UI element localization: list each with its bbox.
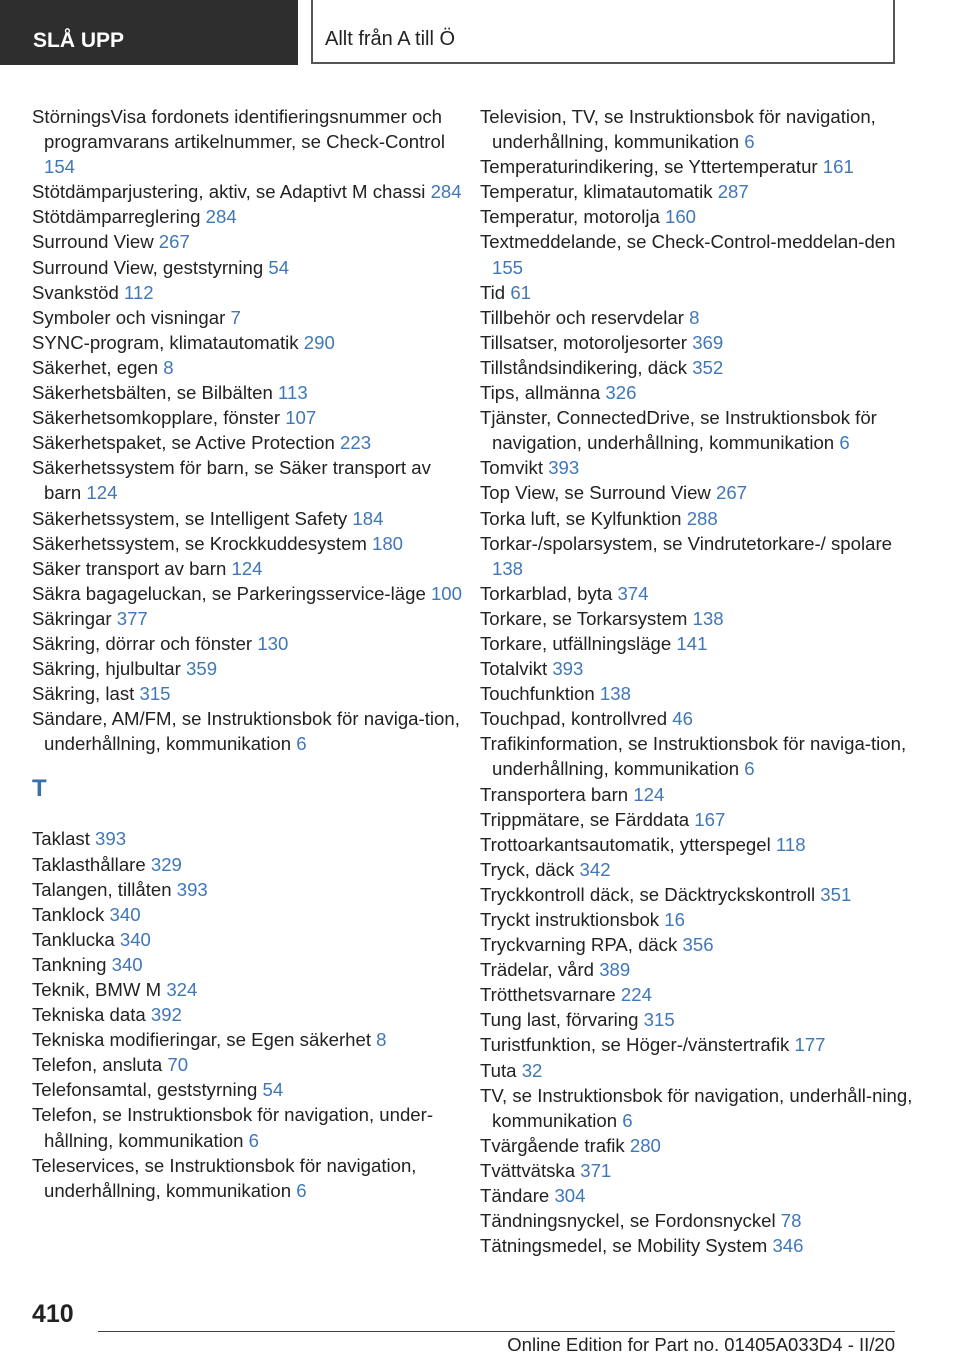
page-link[interactable]: 340 [119, 928, 151, 950]
index-entry [32, 506, 472, 531]
index-entry [32, 656, 472, 681]
index-entry-text: Tillbehör och reservdelar [480, 306, 684, 328]
index-entry-text: Säkerhet, egen [32, 356, 159, 378]
index-entry-text: Surround View [32, 231, 154, 253]
page-link[interactable]: 54 [268, 256, 290, 278]
index-entry-text: Totalvikt [480, 658, 548, 680]
page-link[interactable]: 6 [296, 1179, 307, 1201]
index-entry-text: Television, TV, se Instruktionsbok för navigation, underhållning, kommunikation [480, 106, 876, 153]
page-link[interactable]: 304 [554, 1185, 586, 1207]
section-tab-label: SLÅ UPP [33, 29, 125, 52]
page-link[interactable]: 393 [548, 457, 580, 479]
page-link[interactable]: 107 [285, 407, 317, 429]
index-entry [480, 480, 920, 505]
index-entry-text: Sändare, AM/FM, se Instruktionsbok för naviga-tion, underhållning, kommunikation [32, 708, 460, 755]
index-entry-text: TV, se Instruktionsbok för navigation, underhåll-ning, kommunikation [480, 1084, 913, 1131]
index-entry [480, 832, 920, 857]
index-entry [480, 857, 920, 882]
index-entry-text: Säkring, hjulbultar [32, 658, 181, 680]
index-entry [480, 606, 920, 631]
index-entry [32, 581, 472, 606]
index-entry [32, 877, 472, 902]
index-entry-text: Tryckkontroll däck, se Däcktryckskontroll [480, 883, 816, 905]
index-entry [32, 852, 472, 877]
index-entry-text: Telefon, se Instruktionsbok för navigation, under-hållning, kommunikation [32, 1104, 434, 1151]
page-link[interactable]: 70 [167, 1054, 189, 1076]
index-entry [480, 179, 920, 204]
page-link[interactable]: 369 [692, 331, 724, 353]
index-entry-text: Säkerhetssystem för barn, se Säker transport av barn [32, 457, 431, 504]
index-entry [32, 1052, 472, 1077]
index-entry [32, 927, 472, 952]
page-link[interactable]: 167 [694, 808, 726, 830]
index-entry-text: Tomvikt [480, 457, 544, 479]
page-link[interactable]: 138 [692, 607, 724, 629]
index-entry [480, 1183, 920, 1208]
index-entry-text: Tändningsnyckel, se Fordonsnyckel [480, 1210, 776, 1232]
index-entry-text: Torkare, se Torkarsystem [480, 607, 688, 629]
index-entry-text: Trädelar, vård [480, 959, 595, 981]
index-list-t [32, 826, 472, 1202]
index-entry-text: Tekniska modifieringar, se Egen säkerhet [32, 1029, 371, 1051]
page-link[interactable]: 154 [44, 156, 76, 178]
page-link[interactable]: 267 [158, 231, 190, 253]
page-link[interactable]: 284 [205, 206, 237, 228]
index-entry-text: Transportera barn [480, 783, 629, 805]
page-link[interactable]: 389 [599, 959, 631, 981]
index-entry [480, 229, 920, 279]
page-link[interactable]: 141 [676, 632, 708, 654]
index-entry-text: Tryck, däck [480, 858, 575, 880]
index-entry [32, 826, 472, 851]
index-entry-text: Turistfunktion, se Höger-/vänstertrafik [480, 1034, 790, 1056]
index-entry-text: Temperatur, klimatautomatik [480, 181, 713, 203]
page-link[interactable]: 160 [665, 206, 697, 228]
index-entry [32, 902, 472, 927]
index-entry-text: Textmeddelande, se Check-Control-meddelan-den [480, 231, 896, 253]
page-link[interactable]: 392 [150, 1004, 182, 1026]
footer-edition: Online Edition for Part no. 01405A033D4 - II/20 [507, 1334, 895, 1355]
page-link[interactable]: 161 [822, 156, 854, 178]
page-link[interactable]: 356 [682, 934, 714, 956]
index-entry [32, 606, 472, 631]
page-link[interactable]: 184 [352, 507, 384, 529]
index-entry-text: Tid [480, 281, 506, 303]
index-entry [32, 179, 472, 204]
index-list-t-continued [480, 104, 920, 1258]
index-entry [480, 932, 920, 957]
index-entry-text: Svankstöd [32, 281, 119, 303]
index-entry-text: Torkar-/spolarsystem, se Vindrutetorkare-/ spolare [480, 532, 892, 554]
page-link[interactable]: 287 [717, 181, 749, 203]
page-link[interactable]: 130 [257, 632, 289, 654]
index-entry-text: Teknik, BMW M [32, 979, 162, 1000]
index-entry [32, 280, 472, 305]
index-entry-text: Taklasthållare [32, 853, 146, 875]
page-link[interactable]: 342 [579, 858, 611, 880]
index-entry-text: Trötthetsvarnare [480, 984, 616, 1006]
index-entry [32, 305, 472, 330]
index-entry-text: Tvärgående trafik [480, 1134, 625, 1156]
page-link[interactable]: 6 [744, 758, 755, 780]
index-entry [480, 1208, 920, 1233]
page-link[interactable]: 315 [643, 1009, 675, 1031]
page-link[interactable]: 138 [492, 557, 524, 579]
page-link[interactable]: 138 [599, 683, 631, 705]
index-entry-text: Temperatur, motorolja [480, 206, 660, 228]
footer-divider [98, 1331, 895, 1332]
index-entry-text: Tillståndsindikering, däck [480, 356, 688, 378]
page-link[interactable]: 6 [839, 432, 850, 454]
index-entry [480, 731, 920, 781]
index-entry [480, 581, 920, 606]
index-entry-text: Symboler och visningar [32, 306, 226, 328]
index-entry [480, 1133, 920, 1158]
index-entry [480, 1233, 920, 1258]
index-entry [480, 506, 920, 531]
index-entry [480, 882, 920, 907]
index-entry [32, 355, 472, 380]
index-entry [480, 1058, 920, 1083]
index-entry [32, 104, 472, 179]
page-link[interactable]: 124 [633, 783, 665, 805]
index-entry [480, 1032, 920, 1057]
page-link[interactable]: 100 [430, 582, 462, 604]
page-link[interactable]: 7 [230, 306, 241, 328]
index-entry-text: Touchfunktion [480, 683, 595, 705]
index-entry [32, 977, 472, 1002]
page-link[interactable]: 113 [278, 382, 308, 404]
page-link[interactable]: 340 [109, 903, 141, 925]
page-link[interactable]: 124 [231, 557, 263, 579]
index-entry-text: Tuta [480, 1059, 517, 1081]
page-link[interactable]: 315 [139, 683, 171, 705]
index-entry-text: Top View, se Surround View [480, 482, 711, 504]
page-link[interactable]: 352 [692, 356, 724, 378]
page-link[interactable]: 280 [629, 1134, 661, 1156]
page-link[interactable]: 6 [296, 733, 307, 755]
page-link[interactable]: 78 [780, 1210, 802, 1232]
index-entry-text: Tung last, förvaring [480, 1009, 639, 1031]
page-link[interactable]: 180 [372, 532, 404, 554]
index-entry [480, 104, 920, 154]
index-entry [32, 405, 472, 430]
index-entry [32, 1027, 472, 1052]
page-link[interactable]: 340 [111, 953, 143, 975]
chapter-title: Allt från A till Ö [325, 28, 456, 50]
index-entry [480, 907, 920, 932]
page-link[interactable]: 177 [794, 1034, 826, 1056]
index-entry [480, 405, 920, 455]
index-column-right [480, 104, 920, 1258]
index-entry [32, 1077, 472, 1102]
page-link[interactable]: 155 [492, 256, 524, 278]
page-link[interactable]: 223 [340, 432, 372, 454]
index-entry [480, 1007, 920, 1032]
index-entry [480, 807, 920, 832]
index-entry-text: Säkerhetsomkopplare, fönster [32, 407, 281, 429]
index-entry [32, 455, 472, 505]
page-link[interactable]: 359 [186, 658, 218, 680]
index-entry [480, 782, 920, 807]
index-entry [32, 531, 472, 556]
index-entry [480, 1158, 920, 1183]
page-link[interactable]: 112 [124, 281, 154, 303]
index-entry-text: Telefon, ansluta [32, 1054, 163, 1076]
index-entry [32, 229, 472, 254]
index-entry-text: StörningsVisa fordonets identifieringsnummer och programvarans artikelnummer, se Check-Control [32, 106, 445, 153]
index-entry-text: Temperaturindikering, se Yttertemperatur [480, 156, 818, 178]
index-entry-text: Taklast [32, 828, 90, 850]
page-link[interactable]: 351 [820, 883, 852, 905]
index-entry-text: Säkerhetspaket, se Active Protection [32, 432, 335, 454]
index-entry [480, 656, 920, 681]
index-entry-text: Tryckvarning RPA, däck [480, 934, 678, 956]
page-link[interactable]: 284 [430, 181, 462, 203]
page-link[interactable]: 393 [176, 878, 208, 900]
index-entry-text: Säkra bagageluckan, se Parkeringsservice-läge [32, 582, 426, 604]
index-entry-text: Trafikinformation, se Instruktionsbok för naviga-tion, underhållning, kommunikation [480, 733, 907, 780]
index-entry [480, 330, 920, 355]
page-link[interactable]: 118 [775, 833, 806, 855]
index-entry-text: Säkerhetssystem, se Krockkuddesystem [32, 532, 367, 554]
page-link[interactable]: 393 [95, 828, 127, 850]
page-link[interactable]: 6 [622, 1109, 633, 1131]
index-entry [32, 1002, 472, 1027]
index-entry-text: Trippmätare, se Färddata [480, 808, 690, 830]
index-entry [480, 355, 920, 380]
page-link[interactable]: 224 [620, 984, 652, 1006]
index-entry [480, 982, 920, 1007]
index-entry-text: Säkerhetsbälten, se Bilbälten [32, 382, 273, 404]
index-entry [480, 706, 920, 731]
index-entry [480, 957, 920, 982]
page-link[interactable]: 288 [686, 507, 718, 529]
section-tab [0, 0, 298, 65]
index-entry-text: Tillsatser, motoroljesorter [480, 331, 688, 353]
index-entry [480, 455, 920, 480]
index-entry-text: Torkarblad, byta [480, 582, 613, 604]
index-entry-text: Tjänster, ConnectedDrive, se Instruktionsbok för navigation, underhållning, kommunikation [480, 407, 877, 454]
index-entry [480, 631, 920, 656]
index-entry [32, 952, 472, 977]
index-entry [480, 681, 920, 706]
index-entry [480, 305, 920, 330]
index-entry-text: Torka luft, se Kylfunktion [480, 507, 682, 529]
page-link[interactable]: 329 [150, 853, 182, 875]
index-entry [32, 330, 472, 355]
page-link[interactable]: 6 [744, 131, 755, 153]
page-link[interactable]: 290 [303, 331, 335, 353]
index-entry-text: Talangen, tillåten [32, 878, 172, 900]
index-entry-text: Säkring, dörrar och fönster [32, 632, 253, 654]
index-entry [32, 204, 472, 229]
index-entry-text: Touchpad, kontrollvred [480, 708, 668, 730]
page-link[interactable]: 32 [521, 1059, 543, 1081]
index-entry-text: Torkare, utfällningsläge [480, 632, 672, 654]
page-link[interactable]: 61 [510, 281, 531, 303]
page-number: 410 [32, 1300, 74, 1328]
page-link[interactable]: 326 [605, 382, 637, 404]
index-entry-text: Säker transport av barn [32, 557, 227, 579]
index-entry [480, 280, 920, 305]
index-list-s [32, 104, 472, 756]
index-entry [480, 531, 920, 581]
page-link[interactable]: 267 [716, 482, 748, 504]
page-link[interactable]: 346 [772, 1235, 804, 1257]
section-letter: T [32, 775, 47, 803]
page-link[interactable]: 46 [672, 708, 693, 730]
index-entry-text: Tips, allmänna [480, 382, 601, 404]
page-link[interactable]: 371 [580, 1159, 612, 1181]
page-link[interactable]: 8 [376, 1029, 387, 1051]
page-link[interactable]: 377 [116, 607, 148, 629]
index-entry-text: SYNC-program, klimatautomatik [32, 331, 299, 353]
index-entry [32, 706, 472, 756]
index-entry-text: Säkerhetssystem, se Intelligent Safety [32, 507, 348, 529]
index-entry [480, 154, 920, 179]
page-link[interactable]: 374 [617, 582, 649, 604]
page-link[interactable]: 393 [552, 658, 584, 680]
page-link[interactable]: 16 [664, 909, 685, 930]
index-entry-text: Teleservices, se Instruktionsbok för navigation, underhållning, kommunikation [32, 1154, 417, 1201]
index-entry-text: Tryckt instruktionsbok [480, 909, 660, 930]
index-entry-text: Tätningsmedel, se Mobility System [480, 1235, 768, 1257]
index-entry [480, 1083, 920, 1133]
page-link[interactable]: 8 [163, 356, 174, 378]
index-entry [480, 380, 920, 405]
index-entry-text: Surround View, geststyrning [32, 256, 264, 278]
index-entry [32, 556, 472, 581]
chapter-title-box [311, 0, 895, 64]
page-link[interactable]: 324 [166, 979, 198, 1000]
index-entry [32, 380, 472, 405]
index-entry-text: Tekniska data [32, 1004, 146, 1026]
index-entry [32, 681, 472, 706]
index-entry-text: Säkringar [32, 607, 112, 629]
index-entry [32, 430, 472, 455]
page-link[interactable]: 6 [248, 1129, 259, 1151]
index-entry-text: Säkring, last [32, 683, 135, 705]
index-entry-text: Tanklock [32, 903, 105, 925]
page-link[interactable]: 54 [262, 1079, 284, 1101]
index-entry [32, 1153, 472, 1203]
index-entry [480, 204, 920, 229]
index-entry-text: Stötdämparjustering, aktiv, se Adaptivt M chassi [32, 181, 426, 203]
index-entry [32, 631, 472, 656]
index-entry-text: Stötdämparreglering [32, 206, 201, 228]
index-entry [32, 255, 472, 280]
index-entry-text: Tanklucka [32, 928, 115, 950]
index-entry-text: Trottoarkantsautomatik, ytterspegel [480, 833, 771, 855]
page-link[interactable]: 124 [86, 482, 118, 504]
index-entry-text: Tändare [480, 1185, 550, 1207]
index-entry-text: Tankning [32, 953, 107, 975]
index-column-left [32, 104, 472, 1203]
index-entry-text: Tvättvätska [480, 1159, 576, 1181]
index-entry-text: Telefonsamtal, geststyrning [32, 1079, 258, 1101]
page-link[interactable]: 8 [689, 306, 700, 328]
index-entry [32, 1102, 472, 1152]
